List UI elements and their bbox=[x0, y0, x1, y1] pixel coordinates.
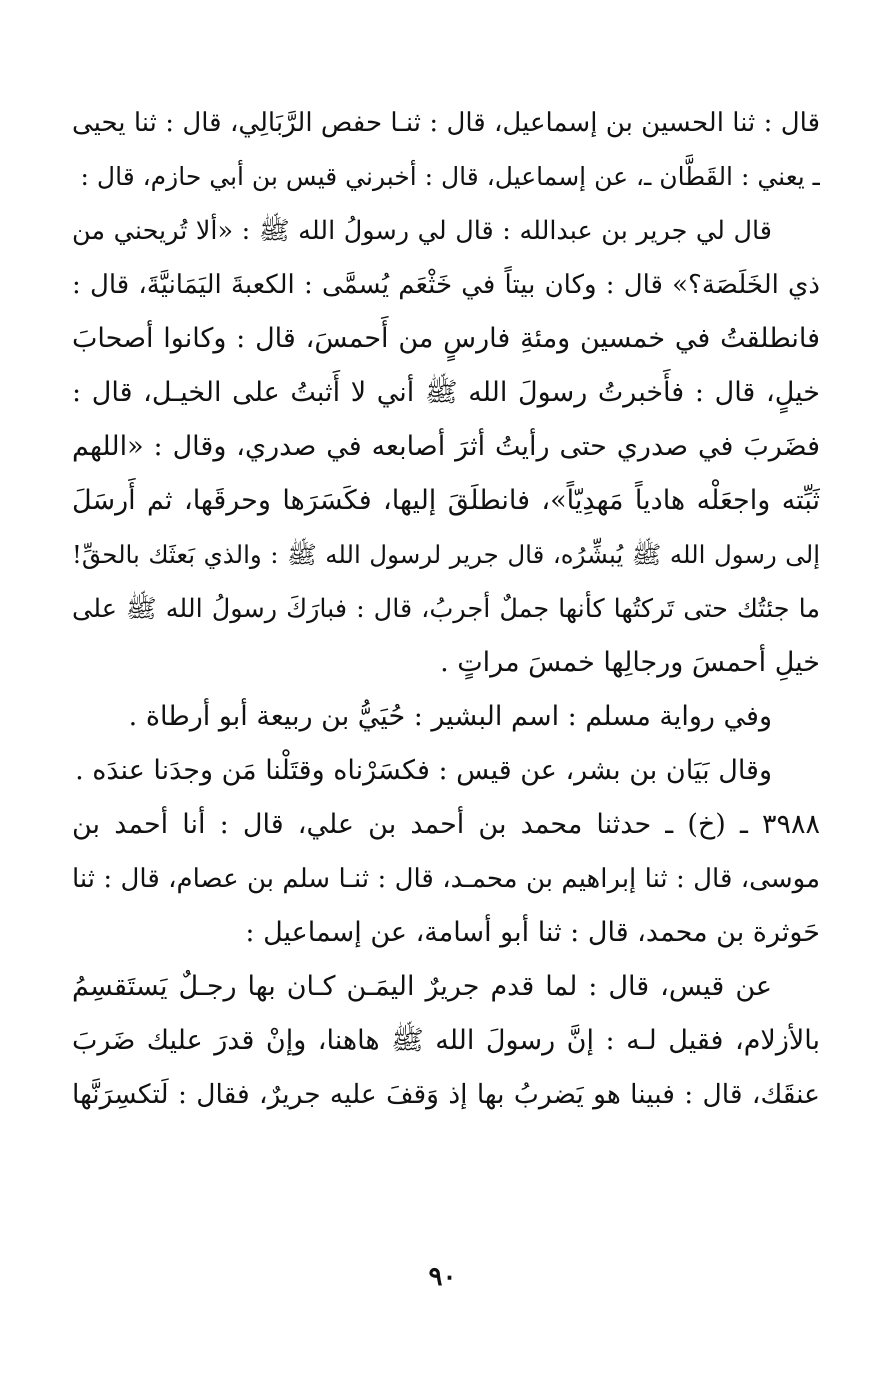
text-line: قال : ثنا الحسين بن إسماعيل، قال : ثنـا حفص الرَّبَالِي، قال : ثنا يحيى bbox=[72, 108, 820, 138]
text-line: ما جئتُك حتى تَركتُها كأنها جملٌ أجربُ، قال : فبارَكَ رسولُ الله ﷺ على bbox=[72, 594, 820, 624]
text-line: إلى رسول الله ﷺ يُبشِّرُه، قال جرير لرسول الله ﷺ : والذي بَعثَك بالحقِّ! bbox=[72, 540, 820, 569]
text-line: عنقَك، قال : فبينا هو يَضربُ بها إذ وَقفَ عليه جريرٌ، فقال : لَتكسِرَنَّها bbox=[72, 1079, 820, 1110]
text-line: ثَبِّته واجعَلْه هادياً مَهدِيّاً»، فانطلَقَ إليها، فكَسَرَها وحرقَها، ثم أَرسَلَ bbox=[72, 485, 820, 516]
text-line: وقال بَيَان بن بشر، عن قيس : فكسَرْناه وقتَلْنا مَن وجدَنا عندَه . bbox=[75, 755, 772, 786]
text-line: قال لي جرير بن عبدالله : قال لي رسولُ الله ﷺ : «ألا تُريحني من bbox=[72, 216, 772, 246]
text-line: وفي رواية مسلم : اسم البشير : حُيَيُّ بن ربيعة أبو أرطاة . bbox=[128, 701, 772, 732]
page-number: ٩٠ bbox=[428, 1262, 457, 1292]
text-line: خيلٍ، قال : فأَخبرتُ رسولَ الله ﷺ أني لا أَثبتُ على الخيـل، قال : bbox=[72, 377, 820, 408]
text-line: فانطلقتُ في خمسين ومئةِ فارسٍ من أَحمسَ، قال : وكانوا أصحابَ bbox=[72, 323, 820, 354]
text-line: موسى، قال : ثنا إبراهيم بن محمـد، قال : ثنـا سلم بن عصام، قال : ثنا bbox=[72, 864, 820, 894]
text-line: ـ يعني : القَطَّان ـ، عن إسماعيل، قال : أخبرني قيس بن أبي حازم، قال : bbox=[80, 162, 820, 191]
text-line: حَوثرة بن محمد، قال : ثنا أبو أسامة، عن إسماعيل : bbox=[245, 917, 820, 948]
text-line: خيلِ أحمسَ ورجالِها خمسَ مراتٍ . bbox=[440, 647, 820, 678]
text-line: عن قيس، قال : لما قدم جريرٌ اليمَـن كـان بها رجـلٌ يَستَقسِمُ bbox=[72, 971, 772, 1002]
text-line: ٣٩٨٨ ـ (خ) ـ حدثنا محمد بن أحمد بن علي، قال : أنا أحمد بن bbox=[72, 809, 820, 840]
body-text bbox=[72, 96, 820, 1122]
text-line: فضَربَ في صدري حتى رأيتُ أثرَ أصابعه في صدري، وقال : «اللهم bbox=[72, 431, 820, 462]
text-line: ذي الخَلَصَة؟» قال : وكان بيتاً في خَثْعَم يُسمَّى : الكعبةَ اليَمَانيَّةَ، قال : bbox=[72, 270, 820, 300]
text-line: بالأزلام، فقيل لـه : إنَّ رسولَ الله ﷺ هاهنا، وإنْ قدرَ عليك ضَربَ bbox=[72, 1025, 820, 1056]
